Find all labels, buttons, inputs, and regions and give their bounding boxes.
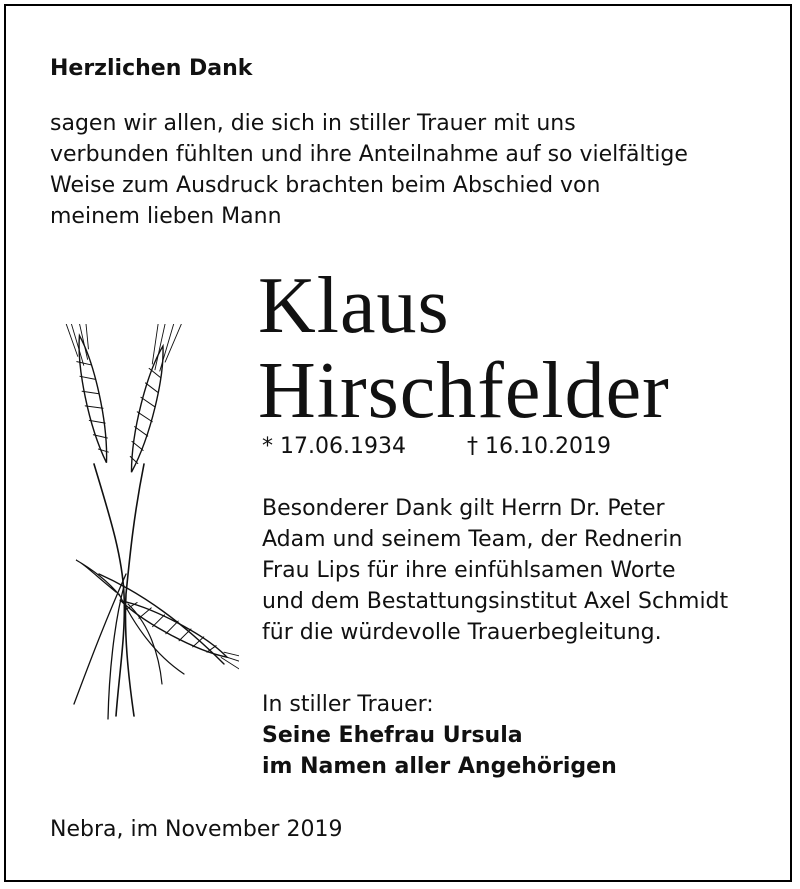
place-date: Nebra, im November 2019 [50, 817, 343, 842]
death-date: † 16.10.2019 [467, 434, 611, 459]
mourners-block [262, 689, 617, 782]
deceased-last-name: Hirschfelder [258, 347, 670, 435]
notice-heading: Herzlichen Dank [50, 56, 253, 81]
thanks-line: und dem Bestattungsinstitut Axel Schmidt [262, 589, 729, 614]
deceased-name [258, 264, 670, 434]
wheat-icon [64, 324, 239, 724]
obituary-notice [4, 4, 792, 882]
thanks-line: Frau Lips für ihre einfühlsamen Worte [262, 558, 676, 583]
thanks-line: für die würdevolle Trauerbegleitung. [262, 620, 662, 645]
thanks-line: Adam und seinem Team, der Rednerin [262, 527, 683, 552]
intro-text [50, 108, 688, 232]
birth-date: * 17.06.1934 [262, 434, 406, 459]
life-dates [262, 434, 611, 459]
mourners-intro: In stiller Trauer: [262, 692, 434, 717]
special-thanks [262, 493, 728, 648]
intro-line: sagen wir allen, die sich in stiller Trauer mit uns [50, 111, 576, 136]
mourner-family: im Namen aller Angehörigen [262, 754, 617, 779]
intro-line: meinem lieben Mann [50, 204, 282, 229]
deceased-first-name: Klaus [258, 262, 450, 350]
intro-line: verbunden fühlten und ihre Anteilnahme auf so vielfältige [50, 142, 688, 167]
mourner-spouse: Seine Ehefrau Ursula [262, 723, 523, 748]
thanks-line: Besonderer Dank gilt Herrn Dr. Peter [262, 496, 665, 521]
intro-line: Weise zum Ausdruck brachten beim Abschied von [50, 173, 601, 198]
